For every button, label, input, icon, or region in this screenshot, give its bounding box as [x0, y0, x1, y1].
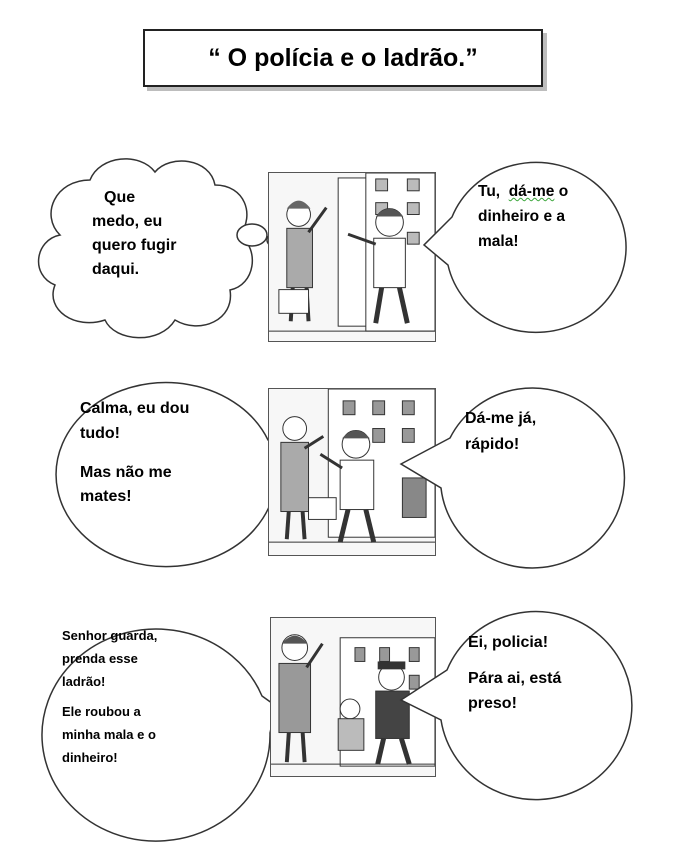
- page-title: “ O polícia e o ladrão.”: [143, 29, 543, 87]
- speech-bubble-robber-2: [395, 370, 635, 570]
- speech-text-robber-1: Tu, dá-me o dinheiro e a mala!: [478, 183, 569, 250]
- speech-text-police-3: Ei, policia! Pára ai, está preso!: [468, 634, 562, 713]
- speech-text-victim-2: Calma, eu dou tudo! Mas não me mates!: [80, 400, 190, 506]
- speech-text-victim-3: Senhor guarda, prenda esse ladrão! Ele roubou a minha mala e o dinheiro!: [62, 628, 158, 765]
- thought-text: Que medo, eu quero fugir daqui.: [92, 189, 177, 278]
- speech-text-robber-2: Dá-me já, rápido!: [465, 410, 537, 453]
